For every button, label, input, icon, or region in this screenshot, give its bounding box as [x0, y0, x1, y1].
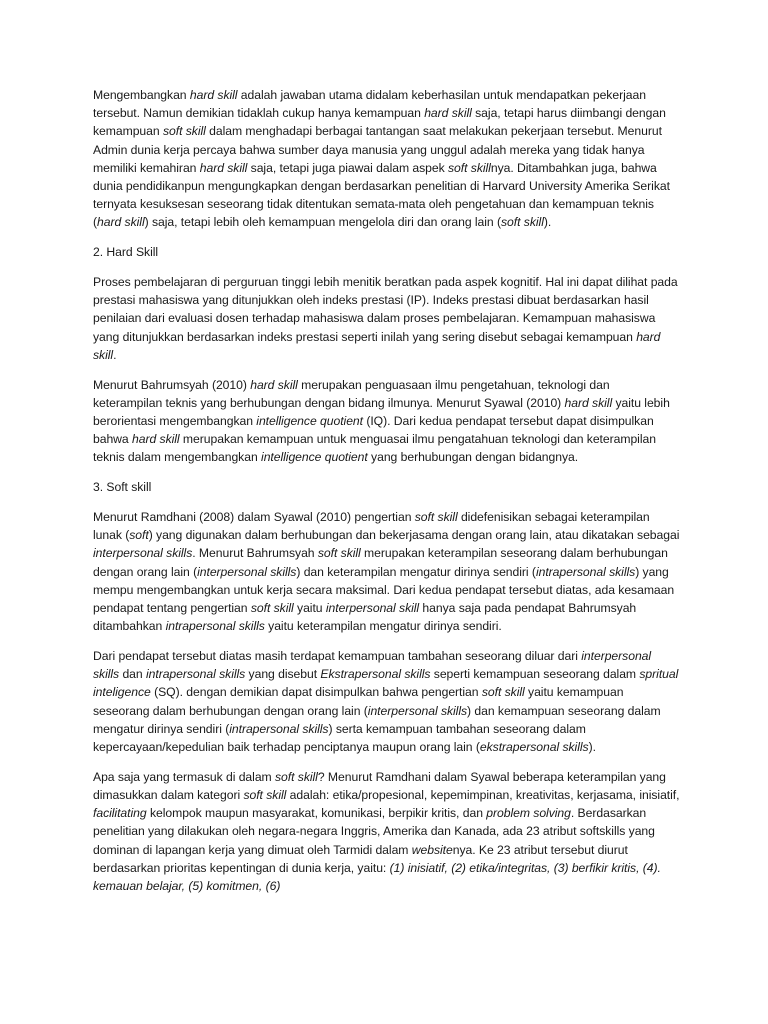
text-run: saja, tetapi juga piawai dalam aspek	[247, 160, 448, 175]
italic-term: (5) komitmen,	[188, 879, 263, 894]
italic-term: hard skill	[97, 215, 145, 230]
italic-term: ekstrapersonal skills	[479, 740, 589, 755]
text-run: saja, tetapi harus diimbangi dengan kemampuan	[93, 106, 666, 139]
italic-term: interpersonal skill	[325, 601, 420, 616]
italic-term: website	[411, 842, 453, 857]
text-run: Menurut Bahrumsyah (2010)	[93, 377, 251, 392]
italic-term: (4). kemauan belajar,	[93, 860, 661, 894]
text-run: 3. Soft skill	[93, 480, 152, 495]
text-run: nya. Ditambahkan juga, bahwa dunia pendidikanpun mengungkapkan dengan berdasarkan penelitian di Harvard University Amerika Serikat ternyata kesuksesan seseorang tidak ditentukan semata-mata oleh pengetahuan dan kemampuan teknis (	[93, 160, 670, 230]
text-run: didefenisikan sebagai keterampilan lunak (	[93, 510, 650, 543]
italic-term: hard skill	[189, 88, 238, 102]
text-run: dalam menghadapi berbagai tantangan saat melakukan pekerjaan tersebut. Menurut Admin dunia kerja percaya bahwa sumber daya manusia yang unggul adalah mereka yang tidak hanya memiliki kemahiran	[93, 124, 662, 175]
italic-term: (6)	[265, 879, 281, 894]
text-run: (IQ). Dari kedua pendapat tersebut dapat disimpulkan bahwa	[93, 414, 654, 447]
text-run: adalah jawaban utama didalam keberhasilan untuk mendapatkan pekerjaan tersebut. Namun demikian tidaklah cukup hanya kemampuan	[93, 88, 646, 121]
italic-term: spritual inteligence	[93, 667, 679, 700]
text-run: ) saja, tetapi lebih oleh kemampuan mengelola diri dan orang lain (	[144, 215, 502, 230]
text-run: . Menurut Bahrumsyah	[192, 546, 318, 561]
italic-term: soft skill	[317, 546, 361, 561]
italic-term: hard skill	[132, 432, 180, 447]
text-run: adalah: etika/propesional, kepemimpinan, kreativitas, kerjasama, inisiatif,	[286, 788, 680, 803]
text-run: ) yang digunakan dalam berhubungan dan bekerjasama dengan orang lain, atau dikatakan sebagai	[148, 528, 680, 543]
text-run: Menurut Ramdhani (2008) dalam Syawal (2010) pengertian	[93, 510, 415, 525]
text-run: (SQ). dengan demikian dapat disimpulkan bahwa pengertian	[150, 685, 482, 700]
text-run: yang berhubungan dengan bidangnya.	[367, 450, 579, 465]
italic-term: soft skill	[481, 685, 525, 700]
italic-term: interpersonal skills	[93, 649, 652, 682]
text-run: nya. Ke 23 atribut tersebut diurut berdasarkan prioritas kepentingan di dunia kerja, yaitu:	[93, 842, 628, 875]
text-run: ).	[543, 215, 552, 230]
italic-term: intrapersonal skills	[165, 619, 265, 634]
italic-term: (3) berfikir kritis,	[553, 860, 640, 875]
text-run: merupakan kemampuan untuk menguasai ilmu pengatahuan teknologi dan keterampilan teknis dalam mengembangkan	[93, 432, 656, 465]
italic-term: intelligence quotient	[256, 414, 363, 429]
italic-term: intrapersonal skills	[535, 564, 636, 579]
paragraph	[93, 647, 680, 756]
italic-term: soft skill	[162, 124, 206, 139]
text-run: ) yang mempu mengembangkan untuk kerja secara maksimal. Dari kedua pendapat tersebut diatas, ada kesamaan pendapat tentang pengertian	[93, 564, 675, 616]
text-run: .	[113, 347, 117, 362]
section-heading	[93, 478, 680, 496]
italic-term: intrapersonal skills	[145, 667, 246, 682]
italic-term: soft skill	[243, 788, 287, 803]
italic-term: soft skill	[501, 215, 544, 230]
paragraph	[93, 86, 680, 232]
italic-term: hard skill	[564, 395, 613, 410]
italic-term: soft skill	[448, 160, 491, 175]
section-heading	[93, 243, 680, 261]
paragraph	[93, 273, 680, 364]
paragraph	[93, 376, 680, 467]
italic-term: interpersonal skills	[197, 564, 297, 579]
text-run: ).	[588, 740, 596, 755]
italic-term: hard skill	[250, 377, 298, 392]
italic-term: interpersonal skills	[367, 703, 468, 718]
text-run: 2. Hard Skill	[93, 245, 159, 260]
text-run: yaitu	[293, 601, 326, 616]
italic-term: Ekstrapersonal skills	[320, 667, 431, 682]
text-run: ) serta kemampuan tambahan seseorang dalam kepercayaan/kepedulian baik terhadap penciptanya maupun orang lain (	[93, 721, 586, 755]
text-run: Proses pembelajaran di perguruan tinggi lebih menitik beratkan pada aspek kognitif. Hal ini dapat dilihat pada prestasi mahasiswa yang ditunjukkan oleh indeks prestasi (IP). Indeks prestasi dibuat berdasarkan hasil penilaian dari evaluasi dosen terhadap mahasiswa dalam proses pembelajaran. Kemampuan mahasiswa yang ditunjukkan berdasarkan indeks prestasi seperti inilah yang sering disebut sebagai kemampuan	[93, 275, 678, 344]
italic-term: soft skill	[250, 601, 294, 616]
text-run: ) dan keterampilan mengatur dirinya sendiri (	[296, 564, 536, 579]
text-run: ) dan kemampuan seseorang dalam mengatur dirinya sendiri (	[93, 703, 661, 736]
text-run: yaitu kemampuan seseorang dalam berhubungan dengan orang lain (	[93, 685, 624, 718]
text-run: Dari pendapat tersebut diatas masih terdapat kemampuan tambahan seseorang diluar dari	[93, 649, 582, 664]
italic-term: intelligence quotient	[261, 450, 368, 465]
text-run: seperti kemampuan seseorang dalam	[430, 667, 640, 682]
text-run: yaitu keterampilan mengatur dirinya sendiri.	[264, 619, 502, 634]
italic-term: (1) inisiatif,	[389, 860, 448, 875]
text-run: merupakan penguasaan ilmu pengetahuan, teknologi dan keterampilan teknis yang berhubungan dengan bidang ilmunya. Menurut Syawal (2010)	[93, 377, 610, 410]
document-body	[93, 86, 680, 894]
text-run: yaitu lebih berorientasi mengembangkan	[93, 395, 670, 429]
text-run: Mengembangkan	[93, 88, 190, 102]
italic-term: hard skill	[93, 329, 661, 362]
paragraph	[93, 768, 680, 894]
text-run: Apa saja yang termasuk di dalam	[93, 769, 275, 784]
italic-term: problem solving	[486, 806, 571, 821]
text-run: merupakan keterampilan seseorang dalam berhubungan dengan orang lain (	[93, 546, 668, 579]
italic-term: facilitating	[93, 806, 147, 821]
italic-term: soft skill	[275, 769, 318, 784]
paragraph	[93, 508, 680, 635]
text-run: dan	[119, 667, 146, 682]
italic-term: soft skill	[414, 510, 458, 525]
text-run: yang disebut	[245, 667, 321, 682]
italic-term: (2) etika/integritas,	[451, 860, 551, 875]
text-run: hanya saja pada pendapat Bahrumsyah ditambahkan	[93, 601, 637, 634]
text-run: ? Menurut Ramdhani dalam Syawal beberapa keterampilan yang dimasukkan dalam kategori	[93, 769, 666, 803]
italic-term: interpersonal skills	[93, 546, 193, 561]
italic-term: hard skill	[424, 106, 472, 121]
italic-term: intrapersonal skills	[229, 721, 329, 736]
italic-term: hard skill	[199, 160, 248, 175]
text-run: kelompok maupun masyarakat, komunikasi, berpikir kritis, dan	[146, 806, 487, 821]
italic-term: soft	[129, 528, 149, 543]
text-run: . Berdasarkan penelitian yang dilakukan oleh negara-negara Inggris, Amerika dan Kanada, ada 23 atribut softskills yang dominan di lapangan kerja yang dimuat oleh Tarmidi dalam	[93, 806, 655, 857]
